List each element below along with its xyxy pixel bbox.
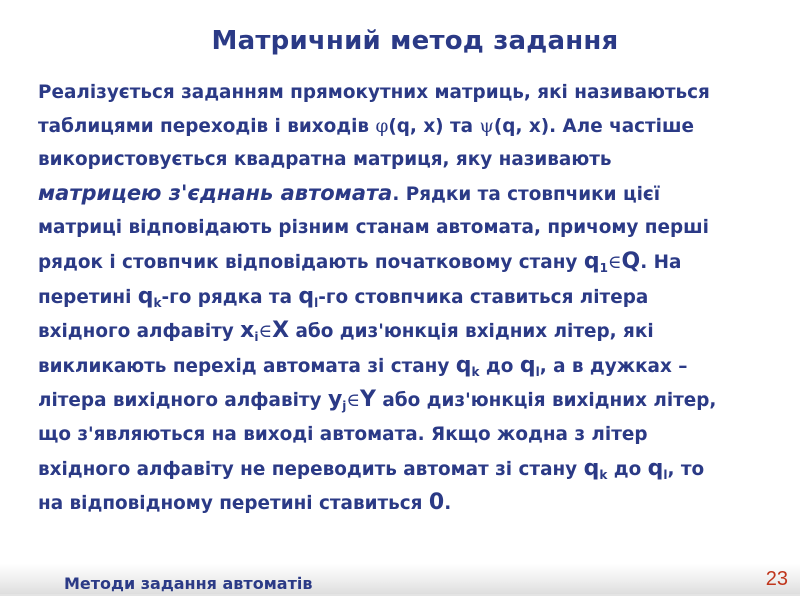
state-q: q bbox=[583, 455, 600, 481]
subscript: l bbox=[663, 467, 668, 482]
emphasis-term: матрицею з'єднань автомата bbox=[38, 180, 393, 205]
text: або диз'юнкція вихідних літер, bbox=[375, 390, 717, 412]
text: . Рядки та стовпчики цієї bbox=[392, 183, 661, 205]
text: таблицями переходів і виходів bbox=[38, 115, 376, 137]
text: -го стовпчика ставиться літера bbox=[318, 286, 649, 308]
text-line-5 bbox=[38, 211, 774, 245]
state-q: q bbox=[298, 283, 315, 309]
state-q: q bbox=[137, 283, 154, 309]
text: що з'являються на виході автомата. Якщо жодна з літер bbox=[38, 423, 648, 445]
text-line-1 bbox=[38, 76, 774, 110]
letter-y: y bbox=[327, 387, 343, 413]
subscript: k bbox=[599, 467, 608, 482]
text-line-10 bbox=[38, 383, 774, 418]
text: , то bbox=[667, 458, 705, 480]
footer-title: Методи задання автоматів bbox=[64, 574, 313, 593]
text-line-4 bbox=[38, 177, 774, 212]
text: вхідного алфавіту не переводить автомат зі стану bbox=[38, 458, 584, 480]
text: на відповідному перетині ставиться bbox=[38, 493, 429, 515]
text-line-8 bbox=[38, 314, 774, 349]
text-line-7 bbox=[38, 280, 774, 315]
text-line-3 bbox=[38, 143, 774, 177]
set-X: X bbox=[272, 318, 290, 344]
text: (q, x) та bbox=[388, 115, 480, 137]
subscript: 1 bbox=[599, 260, 608, 275]
text-line-11 bbox=[38, 418, 774, 452]
text: вхідного алфавіту bbox=[38, 321, 241, 343]
text-line-13 bbox=[38, 486, 774, 521]
text: до bbox=[479, 355, 520, 377]
slide-title: Матричний метод задання bbox=[211, 26, 619, 56]
text: . bbox=[444, 493, 452, 515]
zero-value: 0 bbox=[428, 490, 445, 516]
psi-symbol: ψ bbox=[479, 115, 494, 137]
state-q: q bbox=[583, 248, 600, 274]
subscript: j bbox=[342, 399, 347, 414]
text: літера вихідного алфавіту bbox=[38, 390, 328, 412]
body-paragraph bbox=[38, 76, 774, 521]
subscript: l bbox=[314, 295, 319, 310]
text: до bbox=[607, 458, 648, 480]
text: або диз'юнкція вхідних літер, які bbox=[289, 321, 654, 343]
subscript: k bbox=[471, 364, 480, 379]
text-line-9 bbox=[38, 349, 774, 384]
state-q: q bbox=[647, 455, 664, 481]
text: використовується квадратна матриця, яку називають bbox=[38, 149, 612, 171]
state-q: q bbox=[519, 352, 536, 378]
text: -го рядка та bbox=[161, 286, 299, 308]
text: викликають перехід автомата зі стану bbox=[38, 355, 456, 377]
subscript: l bbox=[535, 364, 540, 379]
set-Y: Y bbox=[360, 387, 376, 413]
text: . На bbox=[640, 251, 682, 273]
set-Q: Q bbox=[621, 248, 641, 274]
element-of-symbol: ∈ bbox=[258, 321, 273, 343]
text: матриці відповідають різним станам автомата, причому перші bbox=[38, 217, 709, 239]
letter-x: x bbox=[240, 318, 255, 344]
text-line-6 bbox=[38, 245, 774, 280]
text: Реалізується заданням прямокутних матриць, які називаються bbox=[38, 82, 710, 103]
text-line-2 bbox=[38, 110, 774, 144]
subscript: k bbox=[153, 295, 162, 310]
slide-footer bbox=[0, 564, 800, 596]
text: перетині bbox=[38, 286, 138, 308]
phi-symbol: φ bbox=[375, 115, 389, 137]
text-line-12 bbox=[38, 452, 774, 487]
text: (q, x). Але частіше bbox=[493, 115, 694, 137]
element-of-symbol: ∈ bbox=[346, 390, 361, 412]
element-of-symbol: ∈ bbox=[607, 251, 622, 273]
page-number: 23 bbox=[765, 568, 788, 590]
text: , а в дужках – bbox=[539, 355, 688, 377]
state-q: q bbox=[455, 352, 472, 378]
subscript: i bbox=[254, 330, 259, 345]
text: рядок і стовпчик відповідають початковому стану bbox=[38, 251, 584, 273]
